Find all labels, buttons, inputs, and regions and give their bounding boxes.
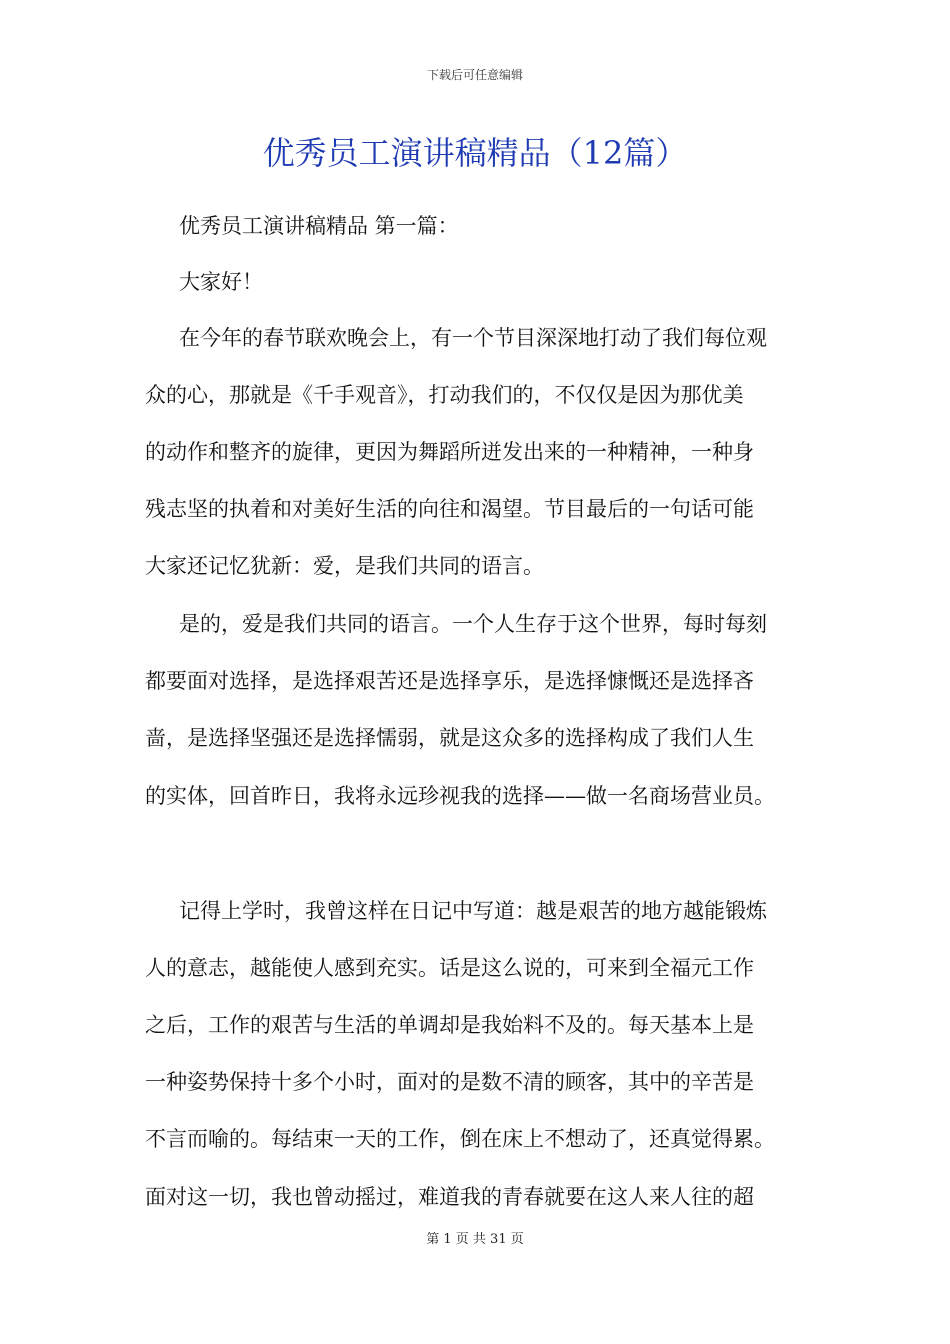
paragraph-line: 都要面对选择，是选择艰苦还是选择享乐，是选择慷慨还是选择吝 xyxy=(145,669,754,693)
paragraph-line: 的实体，回首昨日，我将永远珍视我的选择——做一名商场营业员。 xyxy=(145,784,775,808)
paragraph-line: 在今年的春节联欢晚会上，有一个节目深深地打动了我们每位观 xyxy=(179,326,767,350)
paragraph-line: 啬，是选择坚强还是选择懦弱，就是这众多的选择构成了我们人生 xyxy=(145,726,754,750)
section-heading: 优秀员工演讲稿精品 第一篇： xyxy=(179,214,459,238)
paragraph-line: 不言而喻的。每结束一天的工作，倒在床上不想动了，还真觉得累。 xyxy=(145,1127,775,1151)
paragraph-line: 之后，工作的艰苦与生活的单调却是我始料不及的。每天基本上是 xyxy=(145,1013,754,1037)
paragraph-line: 的动作和整齐的旋律，更因为舞蹈所迸发出来的一种精神，一种身 xyxy=(145,440,754,464)
paragraph-line: 人的意志，越能使人感到充实。话是这么说的，可来到全福元工作 xyxy=(145,956,754,980)
page-header: 下载后可任意编辑 xyxy=(426,68,523,82)
paragraph-line: 一种姿势保持十多个小时，面对的是数不清的顾客，其中的辛苦是 xyxy=(145,1070,754,1094)
paragraph-line: 记得上学时，我曾这样在日记中写道：越是艰苦的地方越能锻炼 xyxy=(179,899,767,923)
greeting-line: 大家好！ xyxy=(179,270,263,294)
document-title: 优秀员工演讲稿精品（12篇） xyxy=(262,134,688,172)
page-footer: 第 1 页 共 31 页 xyxy=(426,1232,524,1247)
paragraph-line: 残志坚的执着和对美好生活的向往和渴望。节目最后的一句话可能 xyxy=(145,497,754,521)
paragraph-line: 众的心，那就是《千手观音》，打动我们的，不仅仅是因为那优美 xyxy=(145,383,744,407)
paragraph-line: 面对这一切，我也曾动摇过，难道我的青春就要在这人来人往的超 xyxy=(145,1185,754,1209)
paragraph-line: 是的，爱是我们共同的语言。一个人生存于这个世界，每时每刻 xyxy=(179,612,767,636)
paragraph-line: 大家还记忆犹新：爱，是我们共同的语言。 xyxy=(145,554,544,578)
